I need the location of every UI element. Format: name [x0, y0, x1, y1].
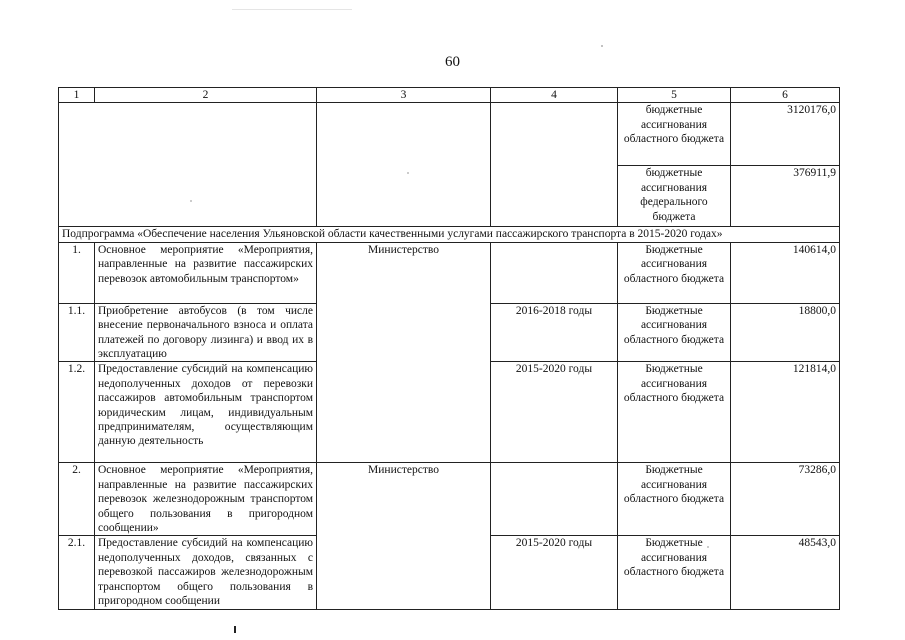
funding-source: Бюджетные ассигнования областного бюджета	[618, 463, 731, 536]
empty-cell	[317, 103, 491, 227]
subprogram-row	[59, 227, 840, 242]
page-number: 60	[445, 54, 460, 70]
column-number: 6	[731, 88, 840, 103]
empty-cell	[491, 103, 618, 227]
continuation-row	[59, 103, 840, 166]
budget-table	[58, 87, 840, 610]
period	[491, 463, 618, 536]
scan-speck	[707, 546, 709, 548]
amount: 3120176,0	[731, 103, 840, 166]
amount: 73286,0	[731, 463, 840, 536]
funding-source: бюджетные ассигнования областного бюджета	[618, 103, 731, 166]
scan-speck	[601, 45, 603, 47]
activity-name: Предоставление субсидий на компенсацию недополученных доходов от перевозки пассажиров автомобильным транспортом юридическим лицам, индивидуальным предпринимателям, осуществляющим данную деятельность	[95, 362, 317, 463]
activity-name: Основное мероприятие «Мероприятия, направленные на развитие пассажирских перевозок железнодорожным транспортом общего пользования в пригородном сообщении»	[95, 463, 317, 536]
amount: 376911,9	[731, 166, 840, 227]
row-number: 2.	[59, 463, 95, 536]
table-row	[59, 463, 840, 536]
amount: 48543,0	[731, 536, 840, 609]
subprogram-title: Подпрограмма «Обеспечение населения Ульяновской области качественными услугами пассажирского транспорта в 2015-2020 годах»	[59, 227, 840, 242]
scan-speck	[234, 626, 236, 633]
amount: 18800,0	[731, 303, 840, 362]
row-number: 2.1.	[59, 536, 95, 609]
executor: Министерство	[317, 463, 491, 609]
table-row	[59, 242, 840, 303]
period	[491, 242, 618, 303]
funding-source: Бюджетные ассигнования областного бюджета	[618, 303, 731, 362]
funding-source: Бюджетные ассигнования областного бюджета	[618, 242, 731, 303]
executor: Министерство	[317, 242, 491, 463]
column-number: 1	[59, 88, 95, 103]
amount: 121814,0	[731, 362, 840, 463]
row-number: 1.2.	[59, 362, 95, 463]
row-number: 1.1.	[59, 303, 95, 362]
column-number: 5	[618, 88, 731, 103]
funding-source: Бюджетные ассигнования областного бюджета	[618, 536, 731, 609]
row-number: 1.	[59, 242, 95, 303]
funding-source: бюджетные ассигнования федерального бюджета	[618, 166, 731, 227]
column-number: 2	[95, 88, 317, 103]
amount: 140614,0	[731, 242, 840, 303]
column-number: 3	[317, 88, 491, 103]
activity-name: Приобретение автобусов (в том числе внесение первоначального взноса и оплата платежей по договору лизинга) и ввод их в эксплуатацию	[95, 303, 317, 362]
column-number: 4	[491, 88, 618, 103]
funding-source: Бюджетные ассигнования областного бюджета	[618, 362, 731, 463]
period: 2015-2020 годы	[491, 536, 618, 609]
column-number-row	[59, 88, 840, 103]
scan-speck	[407, 172, 409, 174]
period: 2015-2020 годы	[491, 362, 618, 463]
activity-name: Основное мероприятие «Мероприятия, направленные на развитие пассажирских перевозок автомобильным транспортом»	[95, 242, 317, 303]
period: 2016-2018 годы	[491, 303, 618, 362]
activity-name: Предоставление субсидий на компенсацию недополученных доходов, связанных с перевозкой пассажиров железнодорожным транспортом общего пользования в пригородном сообщении	[95, 536, 317, 609]
scan-speck	[190, 200, 192, 202]
scan-speck	[232, 9, 352, 10]
empty-cell	[59, 103, 317, 227]
